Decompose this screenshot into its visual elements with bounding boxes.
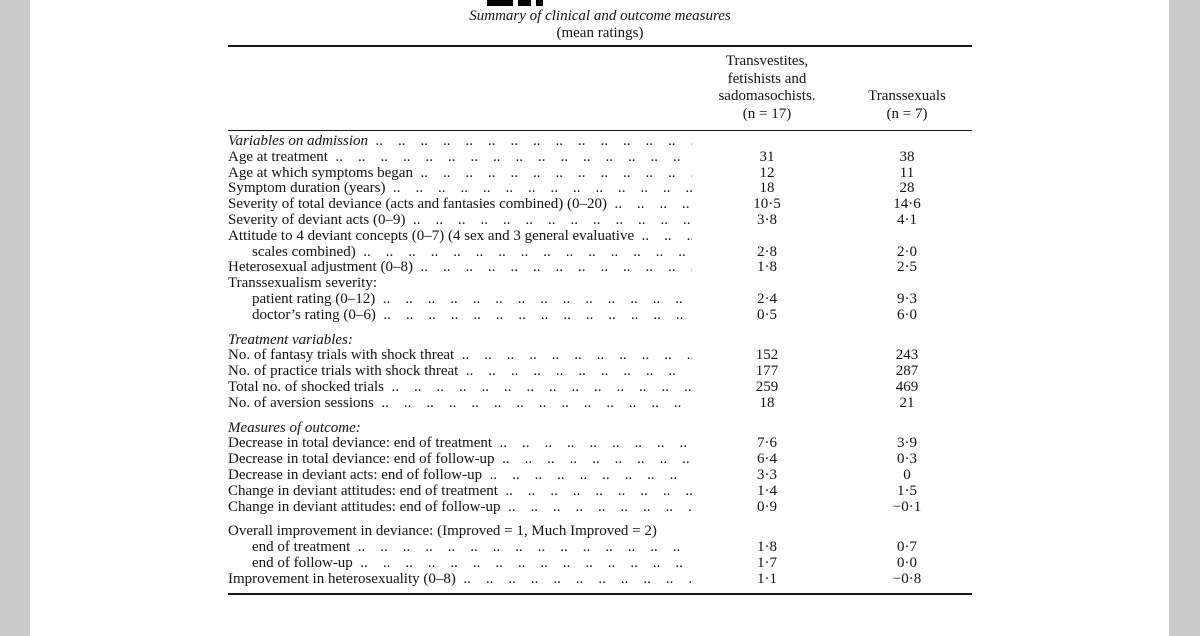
header-line: (n = 17) (742, 105, 792, 122)
row-label: Total no. of shocked trials (228, 378, 384, 395)
leader-dots (413, 260, 692, 276)
table-row (228, 556, 972, 572)
table-block (228, 8, 972, 595)
value-transsexuals: 28 (899, 180, 915, 197)
table-row (228, 229, 972, 245)
value-transsexuals: 6·0 (897, 306, 917, 323)
table-title: Summary of clinical and outcome measures (469, 8, 731, 24)
value-transvestites: 2·4 (757, 290, 777, 307)
table-row (228, 380, 972, 396)
table-row (228, 333, 972, 349)
value-transvestites: 259 (755, 378, 779, 395)
leader-dots (374, 396, 692, 412)
row-label: Age at which symptoms began (228, 164, 413, 181)
value-transsexuals: 1·5 (897, 482, 917, 499)
row-label: Treatment variables: (228, 331, 353, 348)
table-row (228, 348, 972, 364)
table-row (228, 197, 972, 213)
table-row (228, 213, 972, 229)
row-label: Transsexualism severity: (228, 275, 378, 292)
table-row (228, 260, 972, 276)
row-label: Measures of outcome: (228, 419, 361, 436)
leader-dots (384, 380, 692, 396)
row-label: Severity of total deviance (acts and fantasies combined) (0–20) (228, 196, 608, 213)
col-header-transvestites (692, 53, 842, 123)
header-line: Transsexuals (868, 88, 946, 104)
left-page-gutter (0, 0, 30, 636)
leader-dots (482, 468, 692, 484)
column-headers (228, 47, 972, 130)
value-transvestites: 10·5 (753, 196, 781, 213)
row-label: end of follow-up (252, 554, 353, 571)
value-transvestites: 0·9 (757, 498, 777, 515)
row-label: Decrease in total deviance: end of follow-up (228, 451, 495, 468)
value-transvestites: 177 (755, 363, 779, 380)
leader-dots (495, 452, 692, 468)
table-body (228, 131, 972, 588)
row-label: end of treatment (252, 539, 351, 556)
table-row (228, 181, 972, 197)
value-transvestites: 7·6 (757, 435, 777, 452)
leader-dots (405, 213, 692, 229)
row-label: Attitude to 4 deviant concepts (0–7) (4 sex and 3 general evaluative (228, 227, 635, 244)
row-label: Decrease in deviant acts: end of follow-up (228, 466, 483, 483)
table-row (228, 396, 972, 412)
value-transsexuals: 243 (895, 347, 919, 364)
right-page-gutter (1169, 0, 1200, 636)
col-header-transsexuals (842, 88, 972, 123)
table-row (228, 245, 972, 261)
header-line: fetishists and (727, 70, 807, 87)
value-transsexuals: 14·6 (893, 196, 921, 213)
value-transsexuals: 4·1 (897, 211, 917, 228)
table-row (228, 484, 972, 500)
row-label: patient rating (0–12) (252, 290, 376, 307)
table-row (228, 524, 972, 540)
value-transsexuals: 38 (899, 148, 915, 165)
value-transvestites: 18 (759, 394, 775, 411)
table-row (228, 292, 972, 308)
row-label: doctor’s rating (0–6) (252, 306, 376, 323)
leader-dots (456, 572, 692, 588)
row-label: Symptom duration (years) (228, 180, 386, 197)
row-label: No. of aversion sessions (228, 394, 374, 411)
value-transvestites: 1·8 (757, 259, 777, 276)
row-label: Heterosexual adjustment (0–8) (228, 259, 413, 276)
table-row (228, 134, 972, 150)
value-transsexuals: 0 (903, 466, 911, 483)
value-transsexuals: 287 (895, 363, 919, 380)
table-row (228, 572, 972, 588)
row-label: Decrease in total deviance: end of treatment (228, 435, 493, 452)
table-row (228, 452, 972, 468)
table-row (228, 468, 972, 484)
value-transvestites: 1·7 (757, 554, 777, 571)
leader-dots (500, 500, 692, 516)
value-transsexuals: 469 (895, 378, 919, 395)
row-label: Age at treatment (228, 148, 328, 165)
row-label: Improvement in heterosexuality (0–8) (228, 570, 456, 587)
header-line: sadomasochists. (718, 88, 816, 104)
row-label: No. of fantasy trials with shock threat (228, 347, 455, 364)
bottom-rule (228, 593, 972, 595)
table-row (228, 540, 972, 556)
leader-dots (368, 134, 692, 150)
value-transvestites: 12 (759, 164, 775, 181)
value-transvestites: 3·8 (757, 211, 777, 228)
value-transvestites: 3·3 (757, 466, 777, 483)
value-transsexuals: −0·1 (892, 498, 922, 515)
value-transvestites: 18 (759, 180, 775, 197)
leader-dots (454, 348, 692, 364)
row-label: scales combined) (252, 243, 356, 260)
leader-dots (328, 150, 692, 166)
table-row (228, 166, 972, 182)
value-transsexuals: −0·8 (892, 570, 922, 587)
value-transvestites: 1·8 (757, 539, 777, 556)
leader-dots (375, 292, 692, 308)
leader-dots (376, 308, 692, 324)
value-transvestites: 152 (755, 347, 779, 364)
row-label: Severity of deviant acts (0–9) (228, 211, 406, 228)
leader-dots (413, 166, 692, 182)
value-transsexuals: 9·3 (897, 290, 917, 307)
leader-dots (498, 484, 692, 500)
row-label: Change in deviant attitudes: end of treatment (228, 482, 498, 499)
table-row (228, 308, 972, 324)
value-transsexuals: 0·3 (897, 451, 917, 468)
leader-dots (634, 229, 692, 245)
value-transvestites: 31 (759, 148, 775, 165)
leader-dots (458, 364, 692, 380)
value-transsexuals: 2·5 (897, 259, 917, 276)
row-label: Change in deviant attitudes: end of follow-up (228, 498, 501, 515)
value-transvestites: 1·4 (757, 482, 777, 499)
value-transvestites: 0·5 (757, 306, 777, 323)
leader-dots (385, 181, 692, 197)
value-transvestites: 1·1 (757, 570, 777, 587)
row-label: No. of practice trials with shock threat (228, 363, 459, 380)
value-transsexuals: 2·0 (897, 243, 917, 260)
leader-dots (492, 436, 692, 452)
leader-dots (356, 245, 692, 261)
row-label: Overall improvement in deviance: (Improved = 1, Much Improved = 2) (228, 523, 657, 540)
table-row (228, 364, 972, 380)
value-transsexuals: 0·7 (897, 539, 917, 556)
value-transvestites: 2·8 (757, 243, 777, 260)
table-row (228, 500, 972, 516)
table-subtitle: (mean ratings) (556, 25, 644, 41)
header-line: Transvestites, (725, 53, 809, 69)
document-page (30, 0, 1169, 636)
value-transsexuals: 21 (899, 394, 915, 411)
header-line: (n = 7) (886, 105, 928, 122)
table-row (228, 150, 972, 166)
value-transsexuals: 3·9 (897, 435, 917, 452)
table-row (228, 436, 972, 452)
leader-dots (353, 556, 692, 572)
leader-dots (350, 540, 692, 556)
row-label: Variables on admission (228, 133, 369, 149)
leader-dots (607, 197, 692, 213)
table-row (228, 276, 972, 292)
value-transvestites: 6·4 (757, 451, 777, 468)
value-transsexuals: 0·0 (897, 554, 917, 571)
value-transsexuals: 11 (899, 164, 915, 181)
cropped-text-fragment (487, 0, 543, 6)
table-row (228, 421, 972, 437)
